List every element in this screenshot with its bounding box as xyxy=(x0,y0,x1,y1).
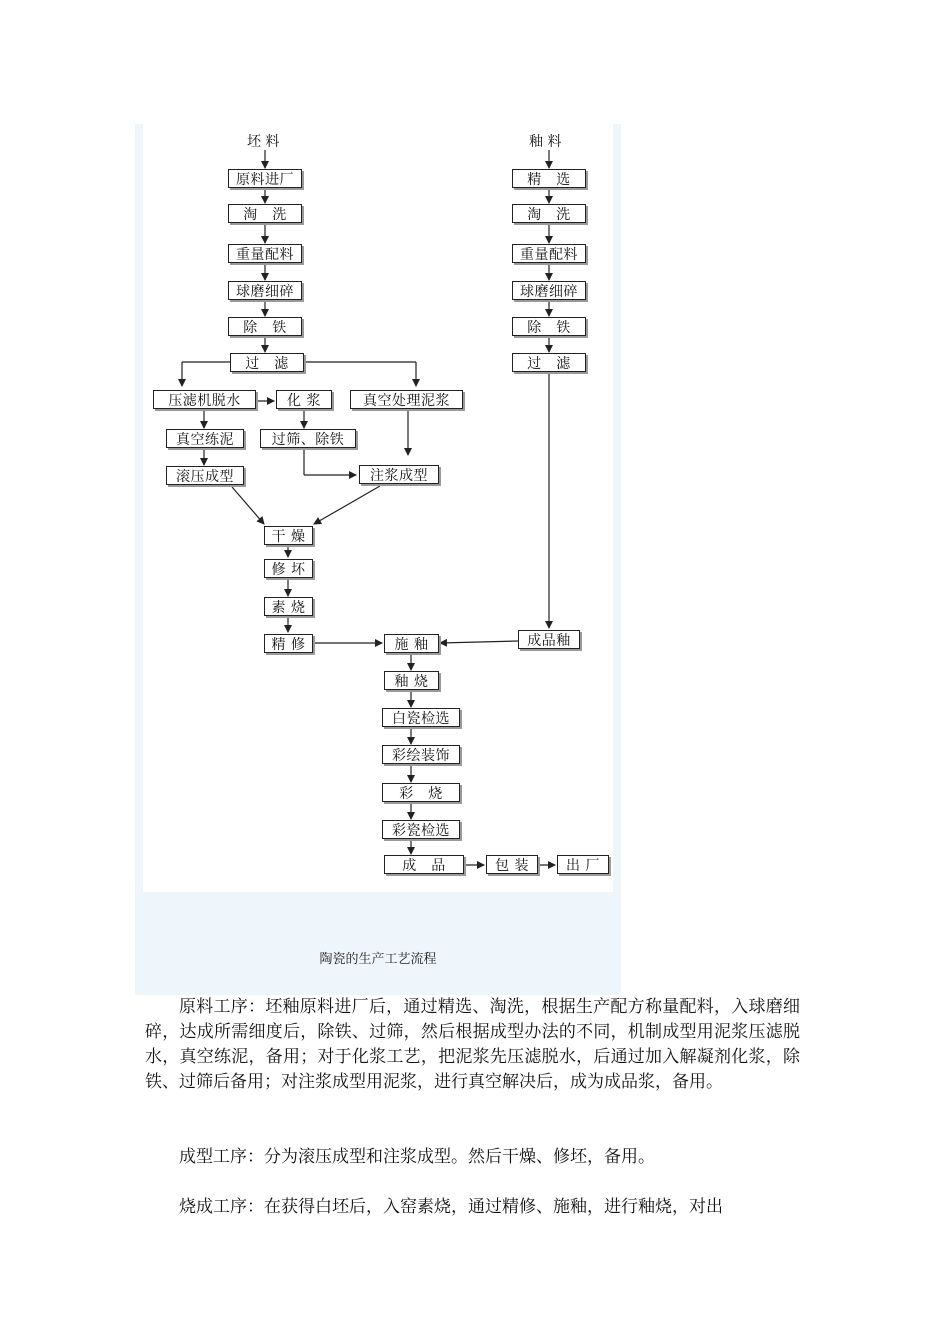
step-body-ball-milling: 球磨细碎 xyxy=(228,281,302,300)
step-vacuum-pugging: 真空练泥 xyxy=(166,429,244,448)
step-body-batching: 重量配料 xyxy=(228,244,302,263)
step-body-filtering: 过 滤 xyxy=(230,353,304,372)
step-roller-forming: 滚压成型 xyxy=(166,466,244,485)
body-material-header: 坯 料 xyxy=(247,134,280,150)
step-dispatch: 出 厂 xyxy=(557,855,609,874)
step-decorated-inspection: 彩瓷检选 xyxy=(382,820,460,839)
step-white-ware-inspection: 白瓷检选 xyxy=(382,708,460,727)
step-glaze-iron-removal: 除 铁 xyxy=(512,317,586,336)
step-finished-glaze: 成品釉 xyxy=(518,630,580,649)
paragraph-raw-material-process xyxy=(145,995,800,1095)
paragraph-text: 成型工序：分为滚压成型和注浆成型。然后干燥、修坯，备用。 xyxy=(179,1147,655,1167)
step-sieving-iron-removal: 过筛、除铁 xyxy=(260,429,356,448)
step-glaze-firing: 釉 烧 xyxy=(384,671,439,690)
step-decoration-firing: 彩 烧 xyxy=(382,783,460,802)
step-drying: 干 燥 xyxy=(264,526,313,545)
step-fine-finishing: 精 修 xyxy=(264,634,313,653)
step-body-washing: 淘 洗 xyxy=(228,204,302,223)
step-bisque-firing: 素 烧 xyxy=(264,597,313,616)
step-raw-material-arrival: 原料进厂 xyxy=(228,169,302,188)
step-glaze-selection: 精 选 xyxy=(512,169,586,188)
paragraph-text: 原料工序：坯釉原料进厂后，通过精选、淘洗，根据生产配方称量配料，入球磨细碎，达成所需细度后，除铁、过筛，然后根据成型办法的不同，机制成型用泥浆压滤脱水，真空练泥，备用；对于化浆工艺，把泥浆先压滤脱水，后通过加入解凝剂化浆，除铁、过筛后备用；对注浆成型用泥浆，进行真空解决后，成为成品浆，备用。 xyxy=(145,997,800,1092)
step-glaze-batching: 重量配料 xyxy=(512,244,586,263)
step-body-iron-removal: 除 铁 xyxy=(228,317,302,336)
step-glazing: 施 釉 xyxy=(384,634,439,653)
step-trimming: 修 坏 xyxy=(264,559,313,578)
paragraph-text: 烧成工序：在获得白坯后，入窑素烧，通过精修、施釉，进行釉烧，对出 xyxy=(179,1197,723,1217)
step-glaze-ball-milling: 球磨细碎 xyxy=(512,281,586,300)
step-finished-product: 成 品 xyxy=(384,855,464,874)
step-filter-press-dewatering: 压滤机脱水 xyxy=(153,390,256,409)
step-painting-decoration: 彩绘装饰 xyxy=(382,745,460,764)
glaze-material-header: 釉 料 xyxy=(529,134,562,150)
step-slip-casting: 注浆成型 xyxy=(359,465,439,484)
step-slurry-dissolving: 化 浆 xyxy=(276,390,332,409)
step-packing: 包 装 xyxy=(486,855,538,874)
paragraph-firing-process xyxy=(145,1195,800,1220)
step-vacuum-slurry-treatment: 真空处理泥浆 xyxy=(350,390,463,409)
step-glaze-washing: 淘 洗 xyxy=(512,204,586,223)
figure-caption: 陶瓷的生产工艺流程 xyxy=(319,952,437,967)
step-glaze-filtering: 过 滤 xyxy=(512,353,586,372)
paragraph-forming-process xyxy=(145,1145,800,1170)
